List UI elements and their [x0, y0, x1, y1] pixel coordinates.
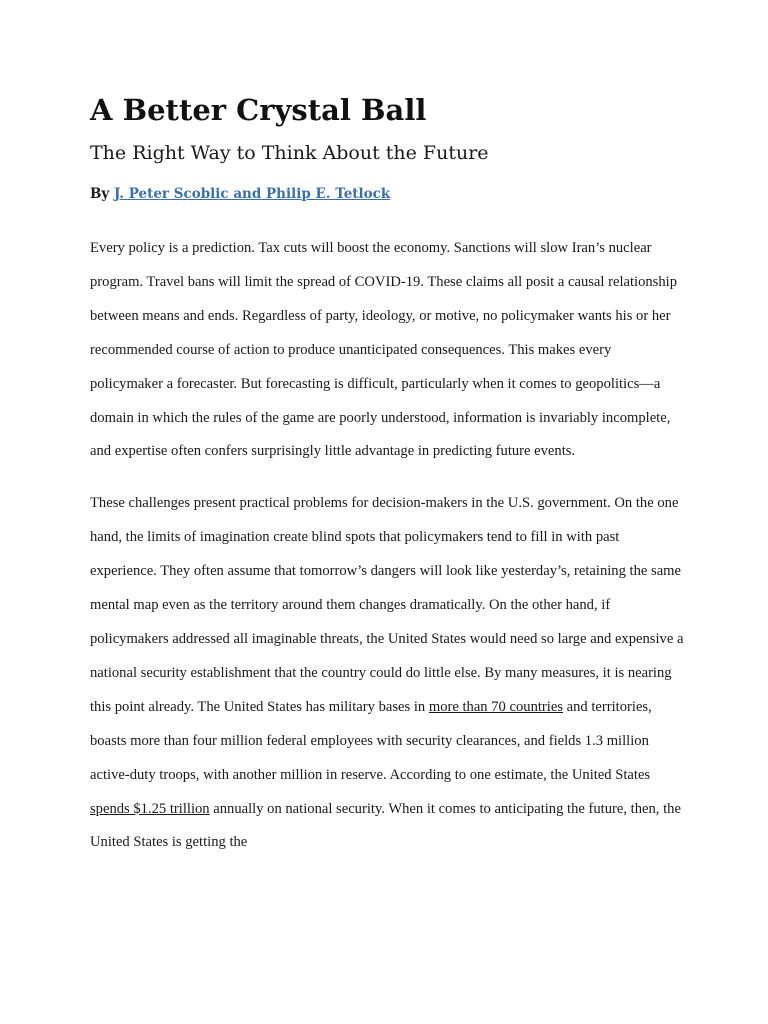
article-title: A Better Crystal Ball: [90, 93, 427, 127]
paragraph-2-text-a: These challenges present practical problems for decision-makers in the U.S. government. On the one hand, the limits of imagination create blind spots that policymakers tend to fill in with past experience. They often assume that tomorrow’s dangers will look like yesterday’s, retaining the same mental map even as the territory around them changes dramatically. On the other hand, if policymakers addressed all imaginable threats, the United States would need so large and expensive a national security establishment that the country could do little else. By many measures, it is nearing this point already. The United States has military bases in: [90, 495, 684, 715]
spending-link[interactable]: spends $1.25 trillion: [90, 800, 210, 817]
paragraph-2: [90, 487, 685, 860]
paragraph-2-text-c: annually on national security. When it comes to anticipating the future, then, the United States is getting the: [90, 800, 681, 851]
authors-link[interactable]: J. Peter Scoblic and Philip E. Tetlock: [113, 186, 391, 202]
article: [90, 88, 685, 860]
military-bases-link[interactable]: more than 70 countries: [428, 698, 563, 715]
paragraph-1: Every policy is a prediction. Tax cuts will boost the economy. Sanctions will slow Iran’s nuclear program. Travel bans will limit the spread of COVID-19. These claims all posit a causal relationship between means and ends. Regardless of party, ideology, or motive, no policymaker wants his or her recommended course of action to produce unanticipated consequences. This makes every policymaker a forecaster. But forecasting is difficult, particularly when it comes to geopolitics—a domain in which the rules of the game are poorly understood, information is invariably incomplete, and expertise often confers surprisingly little advantage in predicting future events.: [90, 240, 678, 460]
byline-prefix: By: [90, 186, 114, 202]
article-subtitle: The Right Way to Think About the Future: [90, 142, 489, 164]
byline: [90, 182, 685, 206]
paragraph-2-text-b: and territories, boasts more than four million federal employees with security clearances, and fields 1.3 million active-duty troops, with another million in reserve. According to one estimate, the United States: [90, 698, 652, 783]
